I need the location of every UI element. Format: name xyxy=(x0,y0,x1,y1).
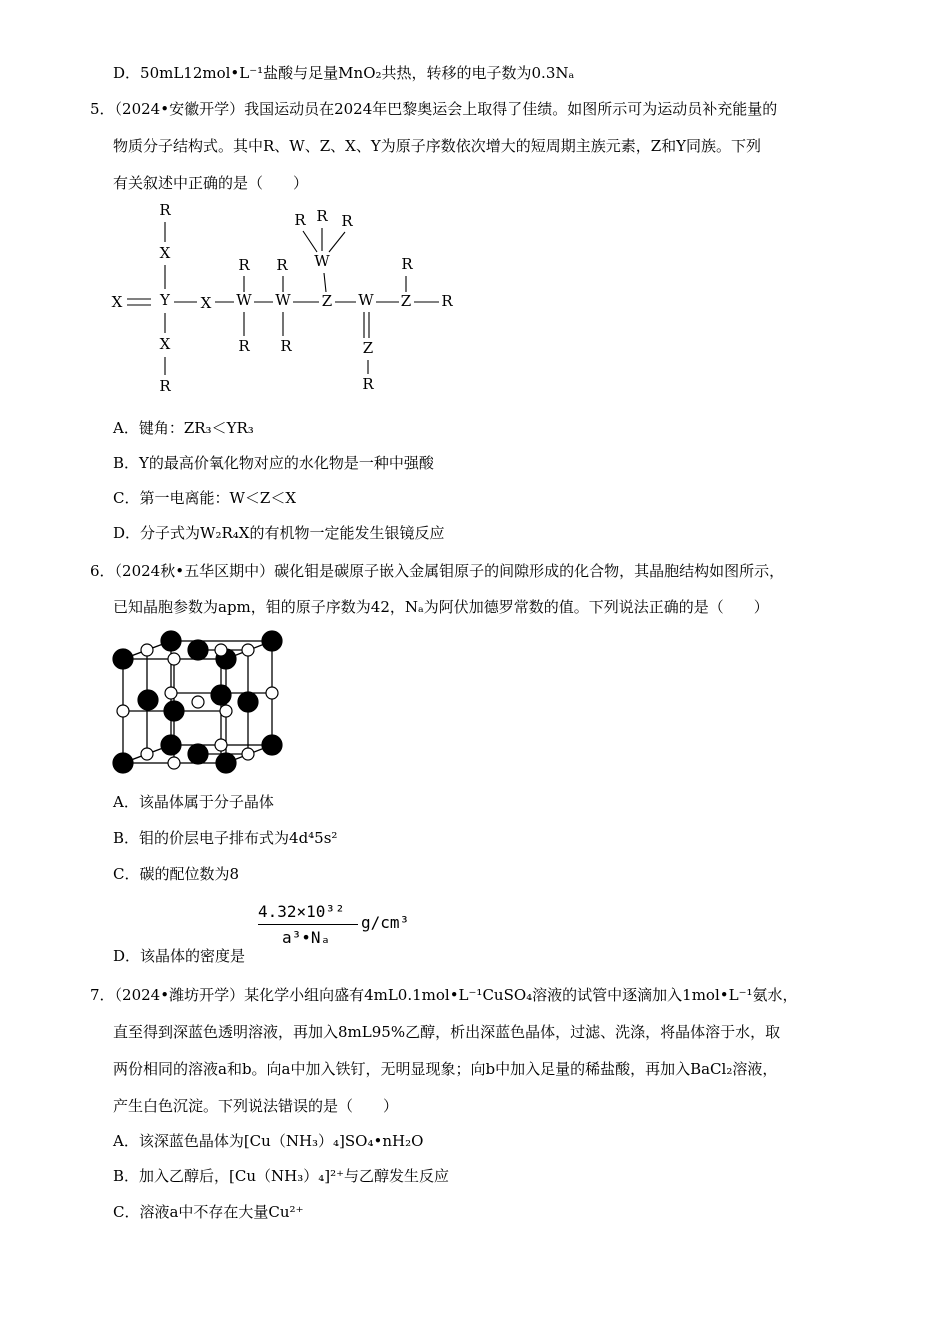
q5-structure-diagram xyxy=(105,200,465,400)
atom-z: Z xyxy=(362,339,374,357)
density-numerator: 4.32×10³² xyxy=(258,902,345,921)
c-atom xyxy=(165,687,177,699)
c-atom xyxy=(117,705,129,717)
atom-y: Y xyxy=(160,291,170,309)
atom-r: R xyxy=(341,212,353,230)
q7-stem-line-4: 产生白色沉淀。下列说法错误的是（ ） xyxy=(113,1097,399,1115)
q5-option-c: C．第一电离能：W＜Z＜X xyxy=(113,489,296,507)
mo-atom xyxy=(161,735,181,755)
atom-x: X xyxy=(159,244,171,262)
q7-stem-line-3: 两份相同的溶液a和b。向a中加入铁钉，无明显现象；向b中加入足量的稀盐酸，再加入BaCl₂溶液， xyxy=(113,1060,778,1078)
density-denominator: a³•Nₐ xyxy=(282,928,331,947)
mo-atom xyxy=(188,744,208,764)
q7-option-c: C．溶液a中不存在大量Cu²⁺ xyxy=(113,1203,304,1221)
q5-stem-line-2: 物质分子结构式。其中R、W、Z、X、Y为原子序数依次增大的短周期主族元素，Z和Y同族。下列 xyxy=(113,137,762,155)
mo-atom xyxy=(188,640,208,660)
c-atom xyxy=(141,748,153,760)
atom-x: X xyxy=(111,293,123,311)
atom-r: R xyxy=(316,207,328,225)
mo-atom xyxy=(113,649,133,669)
c-atom xyxy=(242,748,254,760)
mo-atom xyxy=(211,685,231,705)
q6-stem-line-2: 已知晶胞参数为apm，钼的原子序数为42，Nₐ为阿伏加德罗常数的值。下列说法正确的是（ ） xyxy=(113,598,769,616)
c-atom xyxy=(215,644,227,656)
c-atom xyxy=(242,644,254,656)
q7-stem-line-2: 直至得到深蓝色透明溶液，再加入8mL95%乙醇，析出深蓝色晶体，过滤、洗涤，将晶体溶于水，取 xyxy=(113,1023,781,1041)
atom-w: W xyxy=(275,291,291,309)
mo-atom xyxy=(262,631,282,651)
q4-option-d: D．50mL12mol•L⁻¹盐酸与足量MnO₂共热，转移的电子数为0.3Nₐ xyxy=(113,64,575,82)
c-atom xyxy=(192,696,204,708)
q6-option-c: C．碳的配位数为8 xyxy=(113,865,240,883)
atom-r: R xyxy=(238,337,250,355)
c-atom xyxy=(168,757,180,769)
atom-r: R xyxy=(401,255,413,273)
density-unit: g/cm³ xyxy=(361,913,410,932)
atom-r: R xyxy=(159,377,171,395)
q5-stem-line-3: 有关叙述中正确的是（ ） xyxy=(113,174,309,192)
mo-atom xyxy=(164,701,184,721)
atom-w: W xyxy=(314,252,330,270)
atom-x: X xyxy=(159,335,171,353)
q5-option-a: A．键角：ZR₃＜YR₃ xyxy=(113,419,254,437)
c-atom xyxy=(220,705,232,717)
c-atom xyxy=(168,653,180,665)
atom-r: R xyxy=(362,375,374,393)
atom-r: R xyxy=(294,211,306,229)
q5-option-d: D．分子式为W₂R₄X的有机物一定能发生银镜反应 xyxy=(113,524,445,542)
q5-stem-line-1: 5．（2024•安徽开学）我国运动员在2024年巴黎奥运会上取得了佳绩。如图所示可为运动员补充能量的 xyxy=(90,100,778,118)
q6-option-a: A．该晶体属于分子晶体 xyxy=(113,793,274,811)
atom-x: X xyxy=(200,294,212,312)
q7-option-b: B．加入乙醇后，[Cu（NH₃）₄]²⁺与乙醇发生反应 xyxy=(113,1167,450,1185)
atom-r: R xyxy=(280,337,292,355)
q6-crystal-cell-diagram xyxy=(108,625,298,780)
atom-r: R xyxy=(238,256,250,274)
q5-option-b: B．Y的最高价氧化物对应的水化物是一种中强酸 xyxy=(113,454,434,472)
c-atom xyxy=(266,687,278,699)
mo-atom xyxy=(161,631,181,651)
mo-atom xyxy=(138,690,158,710)
fraction-bar xyxy=(258,924,358,925)
c-atom xyxy=(141,644,153,656)
atom-z: Z xyxy=(321,292,333,310)
mo-atom xyxy=(216,753,236,773)
atom-r: R xyxy=(276,256,288,274)
atom-z: Z xyxy=(400,292,412,310)
c-atom xyxy=(215,739,227,751)
q7-option-a: A．该深蓝色晶体为[Cu（NH₃）₄]SO₄•nH₂O xyxy=(113,1132,424,1150)
q6-stem-line-1: 6．（2024秋•五华区期中）碳化钼是碳原子嵌入金属钼原子的间隙形成的化合物，其晶胞结构如图所示， xyxy=(90,562,785,580)
q7-stem-line-1: 7．（2024•潍坊开学）某化学小组向盛有4mL0.1mol•L⁻¹CuSO₄溶液的试管中逐滴加入1mol•L⁻¹氨水， xyxy=(90,986,798,1004)
mo-atom xyxy=(113,753,133,773)
atom-r: R xyxy=(159,201,171,219)
mo-atom xyxy=(262,735,282,755)
q6-option-d: D．该晶体的密度是 xyxy=(113,947,246,965)
mo-atom xyxy=(238,692,258,712)
atom-w: W xyxy=(358,291,374,309)
atom-r: R xyxy=(441,292,453,310)
atom-w: W xyxy=(236,291,252,309)
q6-option-b: B．钼的价层电子排布式为4d⁴5s² xyxy=(113,829,338,847)
